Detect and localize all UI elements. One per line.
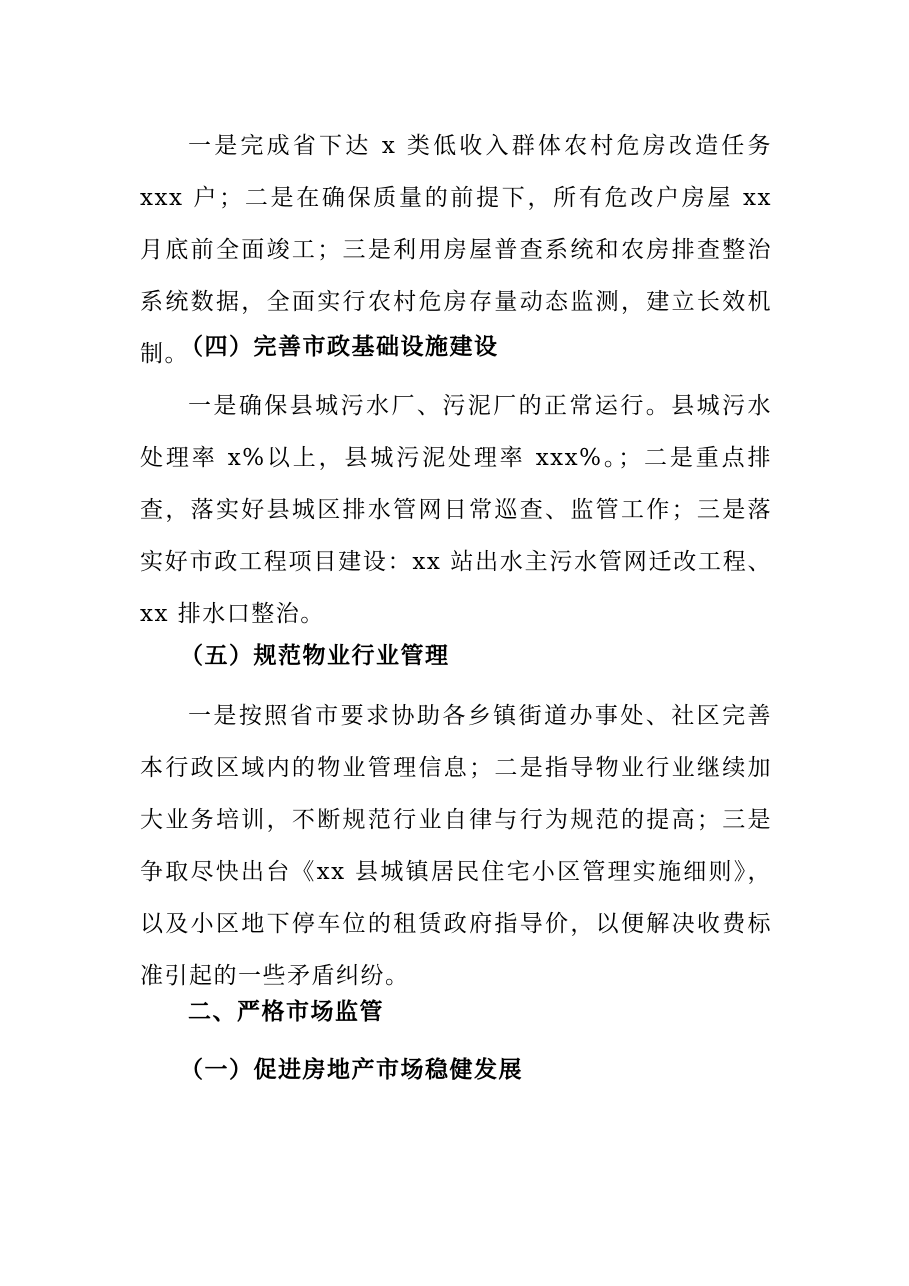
paragraph-property-management bbox=[140, 690, 772, 1002]
heading-market-supervision: 二、严格市场监管 bbox=[188, 999, 384, 1025]
heading-property-management: （五）规范物业行业管理 bbox=[180, 643, 450, 669]
paragraph-text: 一是按照省市要求协助各乡镇街道办事处、社区完善本行政区域内的物业管理信息；二是指导物业行业继续加大业务培训，不断规范行业自律与行为规范的提高；三是争取尽快出台《xx 县城镇居民住宅小区管理实施细则》，以及小区地下停车位的租赁政府指导价，以便解决收费标准引起的一些矛盾纠纷。 bbox=[140, 703, 772, 989]
paragraph-municipal-infrastructure bbox=[140, 380, 772, 640]
paragraph-text: 一是完成省下达 x 类低收入群体农村危房改造任务 xxx 户；二是在确保质量的前提下，所有危改户房屋 xx 月底前全面竣工；三是利用房屋普查系统和农房排查整治系统数据，全面实行农村危房存量动态监测，建立长效机制。 bbox=[140, 133, 772, 367]
paragraph-text: 一是确保县城污水厂、污泥厂的正常运行。县城污水处理率 x%以上，县城污泥处理率 xxx%。；二是重点排查，落实好县城区排水管网日常巡查、监管工作；三是落实好市政工程项目建设：xx 站出水主污水管网迁改工程、xx 排水口整治。 bbox=[140, 393, 772, 627]
heading-municipal-infrastructure: （四）完善市政基础设施建设 bbox=[180, 334, 499, 360]
heading-real-estate-market: （一）促进房地产市场稳健发展 bbox=[180, 1057, 523, 1083]
